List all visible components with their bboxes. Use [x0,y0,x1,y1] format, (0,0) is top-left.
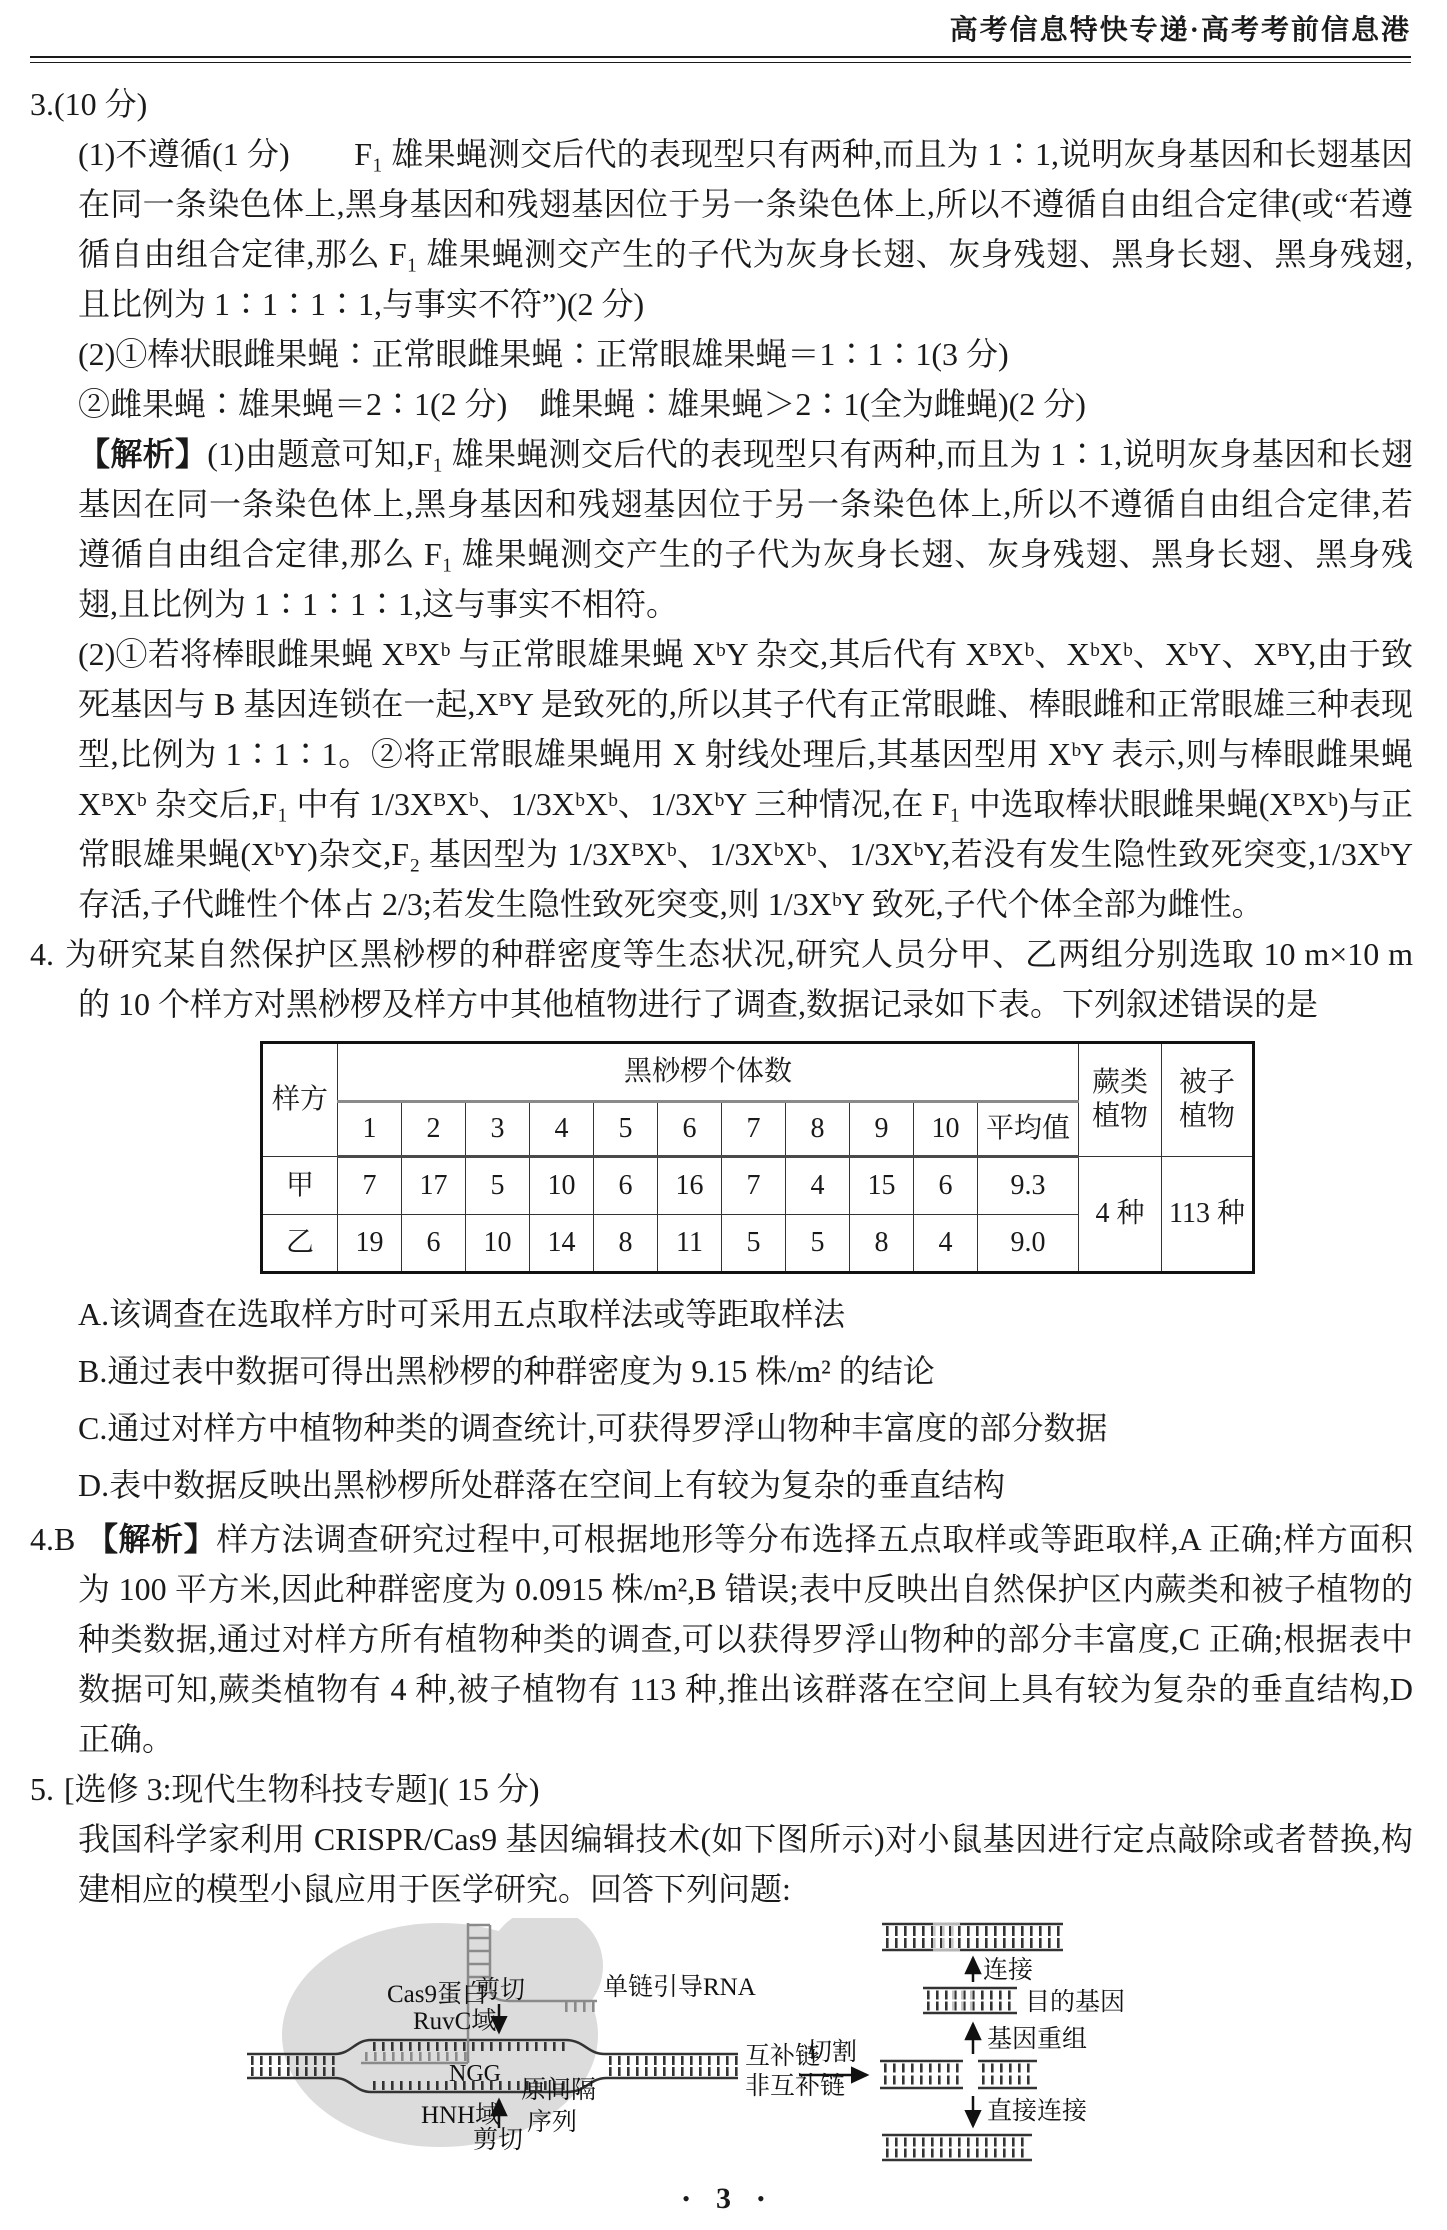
cut-dna-fragments [880,2061,1037,2088]
cell: 17 [402,1157,466,1215]
cell: 6 [594,1157,658,1215]
table-subcol: 10 [914,1102,978,1157]
page-body [0,63,1447,2180]
hnh-domain-label: HNH域 [421,2102,501,2129]
q5-title: [选修 3:现代生物科技专题]( 15 分) [64,1771,540,1807]
row-label: 乙 [262,1215,338,1273]
q4-answer-analysis [30,1514,1413,1764]
recombined-dna [882,1924,1063,1950]
cell: 10 [530,1157,594,1215]
target-gene-fragment [923,1988,1017,2013]
q4-analysis-text: 样方法调查研究过程中,可根据地形等分布选择五点取样或等距取样,A 正确;样方面积为 100 平方米,因此种群密度为 0.0915 株/m²,B 错误;表中反映出自然保护区内蕨类和被子植物的种类数据,通过对样方所有植物种类的调查,可以获得罗浮山物种的部分丰富度,C 正确;根据表中数据可知,蕨类植物有 4 种,被子植物有 113 种,推出该群落在空间上具有较为复杂的垂直结构,D 正确。 [78,1521,1413,1757]
q4-option-a: A.该调查在选取样方时可采用五点取样法或等距取样法 [78,1296,846,1332]
ligated-dna [882,2135,1032,2160]
cut-top-label: 剪切 [475,1977,526,2004]
q3-answer-3: ②雌果蝇∶雄果蝇＝2∶1(2 分) 雌果蝇∶雄果蝇＞2∶1(全为雌蝇)(2 分) [78,386,1086,422]
table-fern-header: 蕨类植物 [1079,1043,1162,1157]
ligate-label: 连接 [983,1957,1034,1984]
cell: 7 [338,1157,402,1215]
cell: 4 [914,1215,978,1273]
cell: 5 [786,1215,850,1273]
q4-option-b: B.通过表中数据可得出黑桫椤的种群密度为 9.15 株/m² 的结论 [78,1353,935,1389]
q4-answer-marker: 4.B [30,1521,76,1557]
crispr-diagram-svg [165,1918,1447,2166]
direct-ligate-label: 直接连接 [987,2098,1088,2125]
table-subcol: 9 [850,1102,914,1157]
cell: 8 [594,1215,658,1273]
q4-option-c: C.通过对样方中植物种类的调查统计,可获得罗浮山物种丰富度的部分数据 [78,1410,1108,1446]
q4-option-d: D.表中数据反映出黑桫椤所处群落在空间上有较为复杂的垂直结构 [78,1467,1006,1503]
table-subcol: 7 [722,1102,786,1157]
cell: 7 [722,1157,786,1215]
q5-title-line [30,1764,1413,1814]
row-label: 甲 [262,1157,338,1215]
q4-table-wrapper [260,1041,1413,1274]
q3-analysis-1-text: (1)由题意可知,F₁ 雄果蝇测交后代的表现型只有两种,而且为 1∶1,说明灰身基因和长翅基因在同一条染色体上,黑身基因和残翅基因位于另一条染色体上,所以不遵循自由组合定律,若遵循自由组合定律,那么 F₁ 雄果蝇测交产生的子代为灰身长翅、灰身残翅、黑身长翅、黑身残翅,且比例为 1∶1∶1∶1,这与事实不相符。 [78,436,1413,622]
header-double-rule [30,56,1411,63]
cell: 11 [658,1215,722,1273]
table-subcol-average: 平均值 [978,1102,1079,1157]
table-subcol: 6 [658,1102,722,1157]
cell-average: 9.0 [978,1215,1079,1273]
cas9-protein-label: Cas9蛋白 [387,1981,488,2008]
sgrna-label: 单链引导RNA [603,1974,756,2001]
table-subcol: 5 [594,1102,658,1157]
q3-answer-2: (2)①棒状眼雌果蝇∶正常眼雌果蝇∶正常眼雄果蝇＝1∶1∶1(3 分) [78,336,1009,372]
target-gene-label: 目的基因 [1025,1989,1126,2016]
cell-average: 9.3 [978,1157,1079,1215]
page-number: 3 [716,2182,731,2215]
q3-answer-1: (1)不遵循(1 分) F₁ 雄果蝇测交后代的表现型只有两种,而且为 1∶1,说明灰身基因和长翅基因在同一条染色体上,黑身基因和残翅基因位于另一条染色体上,所以不遵循自由组合定律(或“若遵循自由组合定律,那么 F₁ 雄果蝇测交产生的子代为灰身长翅、灰身残翅、黑身长翅、黑身残翅,且比例为 1∶1∶1∶1,与事实不符”)(2 分) [78,136,1413,322]
q3-analysis-1 [78,429,1413,629]
table-subcol: 8 [786,1102,850,1157]
q5-marker: 5. [30,1771,54,1807]
q3-analysis-2: (2)①若将棒眼雌果蝇 XᴮXᵇ 与正常眼雄果蝇 XᵇY 杂交,其后代有 XᴮXᵇ、XᵇXᵇ、XᵇY、XᴮY,由于致死基因与 B 基因连锁在一起,XᴮY 是致死的,所以其子代有正常眼雌、棒眼雌和正常眼雄三种表现型,比例为 1∶1∶1。②将正常眼雄果蝇用 X 射线处理后,其基因型用 XᵇY 表示,则与棒眼雌果蝇 XᴮXᵇ 杂交后,F₁ 中有 1/3XᴮXᵇ、1/3XᵇXᵇ、1/3XᵇY 三种情况,在 F₁ 中选取棒状眼雌果蝇(XᴮXᵇ)与正常眼雄果蝇(XᵇY)杂交,F₂ 基因型为 1/3XᴮXᵇ、1/3XᵇXᵇ、1/3XᵇY,若没有发生隐性致死突变,1/3XᵇY 存活,子代雌性个体占 2/3;若发生隐性致死突变,则 1/3XᵇY 致死,子代个体全部为雌性。 [78,636,1413,922]
cell: 16 [658,1157,722,1215]
noncomplementary-strand-label: 非互补链 [745,2073,846,2100]
cut-bottom-label: 剪切 [473,2127,524,2154]
recombine-label: 基因重组 [987,2026,1088,2053]
cell: 4 [786,1157,850,1215]
table-row-jia [262,1157,1254,1215]
cell: 14 [530,1215,594,1273]
protospacer-label-1: 原间隔 [521,2077,597,2104]
question-5-block [30,1764,1413,2180]
complementary-strand-label: 互补链 [745,2043,821,2070]
q4-options [30,1286,1413,1514]
page-header [0,0,1447,63]
q3-content [30,129,1413,929]
pam-ngg-label: NGG [449,2061,501,2087]
cell: 8 [850,1215,914,1273]
question-3-block [30,79,1413,929]
cell: 5 [466,1157,530,1215]
table-subcol: 3 [466,1102,530,1157]
table-group-header: 黑桫椤个体数 [338,1043,1079,1102]
question-4-block [30,929,1413,1764]
cell: 5 [722,1215,786,1273]
q4-stem [30,929,1413,1029]
cell: 15 [850,1157,914,1215]
q5-content [30,1814,1413,1914]
protospacer-label-2: 序列 [527,2109,578,2136]
q4-analysis-label: 【解析】 [85,1521,217,1557]
fern-count-cell: 4 种 [1079,1157,1162,1273]
table-angiosperm-header: 被子植物 [1162,1043,1254,1157]
angiosperm-count-cell: 113 种 [1162,1157,1254,1273]
q4-data-table [260,1041,1255,1274]
table-subcol: 2 [402,1102,466,1157]
footer-dot-right: • [757,2186,765,2211]
table-subcol: 1 [338,1102,402,1157]
cell: 19 [338,1215,402,1273]
q3-analysis-label: 【解析】 [78,436,208,472]
q4-marker: 4. [30,936,54,972]
page-header-title: 高考信息特快专递·高考考前信息港 [949,15,1411,46]
ruvc-domain-label: RuvC域 [413,2008,497,2035]
table-subcol: 4 [530,1102,594,1157]
cell: 6 [914,1157,978,1215]
cleave-label: 切割 [807,2039,858,2066]
page-footer [0,2182,1447,2216]
cell: 6 [402,1215,466,1273]
table-header-row-1 [262,1043,1254,1102]
q5-stem: 我国科学家利用 CRISPR/Cas9 基因编辑技术(如下图所示)对小鼠基因进行定点敲除或者替换,构建相应的模型小鼠应用于医学研究。回答下列问题: [78,1821,1413,1907]
crispr-cas9-diagram [165,1918,1413,2180]
q4-stem-text: 为研究某自然保护区黑桫椤的种群密度等生态状况,研究人员分甲、乙两组分别选取 10 m×10 m 的 10 个样方对黑桫椤及样方中其他植物进行了调查,数据记录如下表。下列叙述错误的是 [64,936,1413,1022]
footer-dot-left: • [682,2186,690,2211]
table-corner-cell: 样方 [262,1043,338,1157]
q3-marker: 3.(10 分) [30,86,148,122]
cell: 10 [466,1215,530,1273]
